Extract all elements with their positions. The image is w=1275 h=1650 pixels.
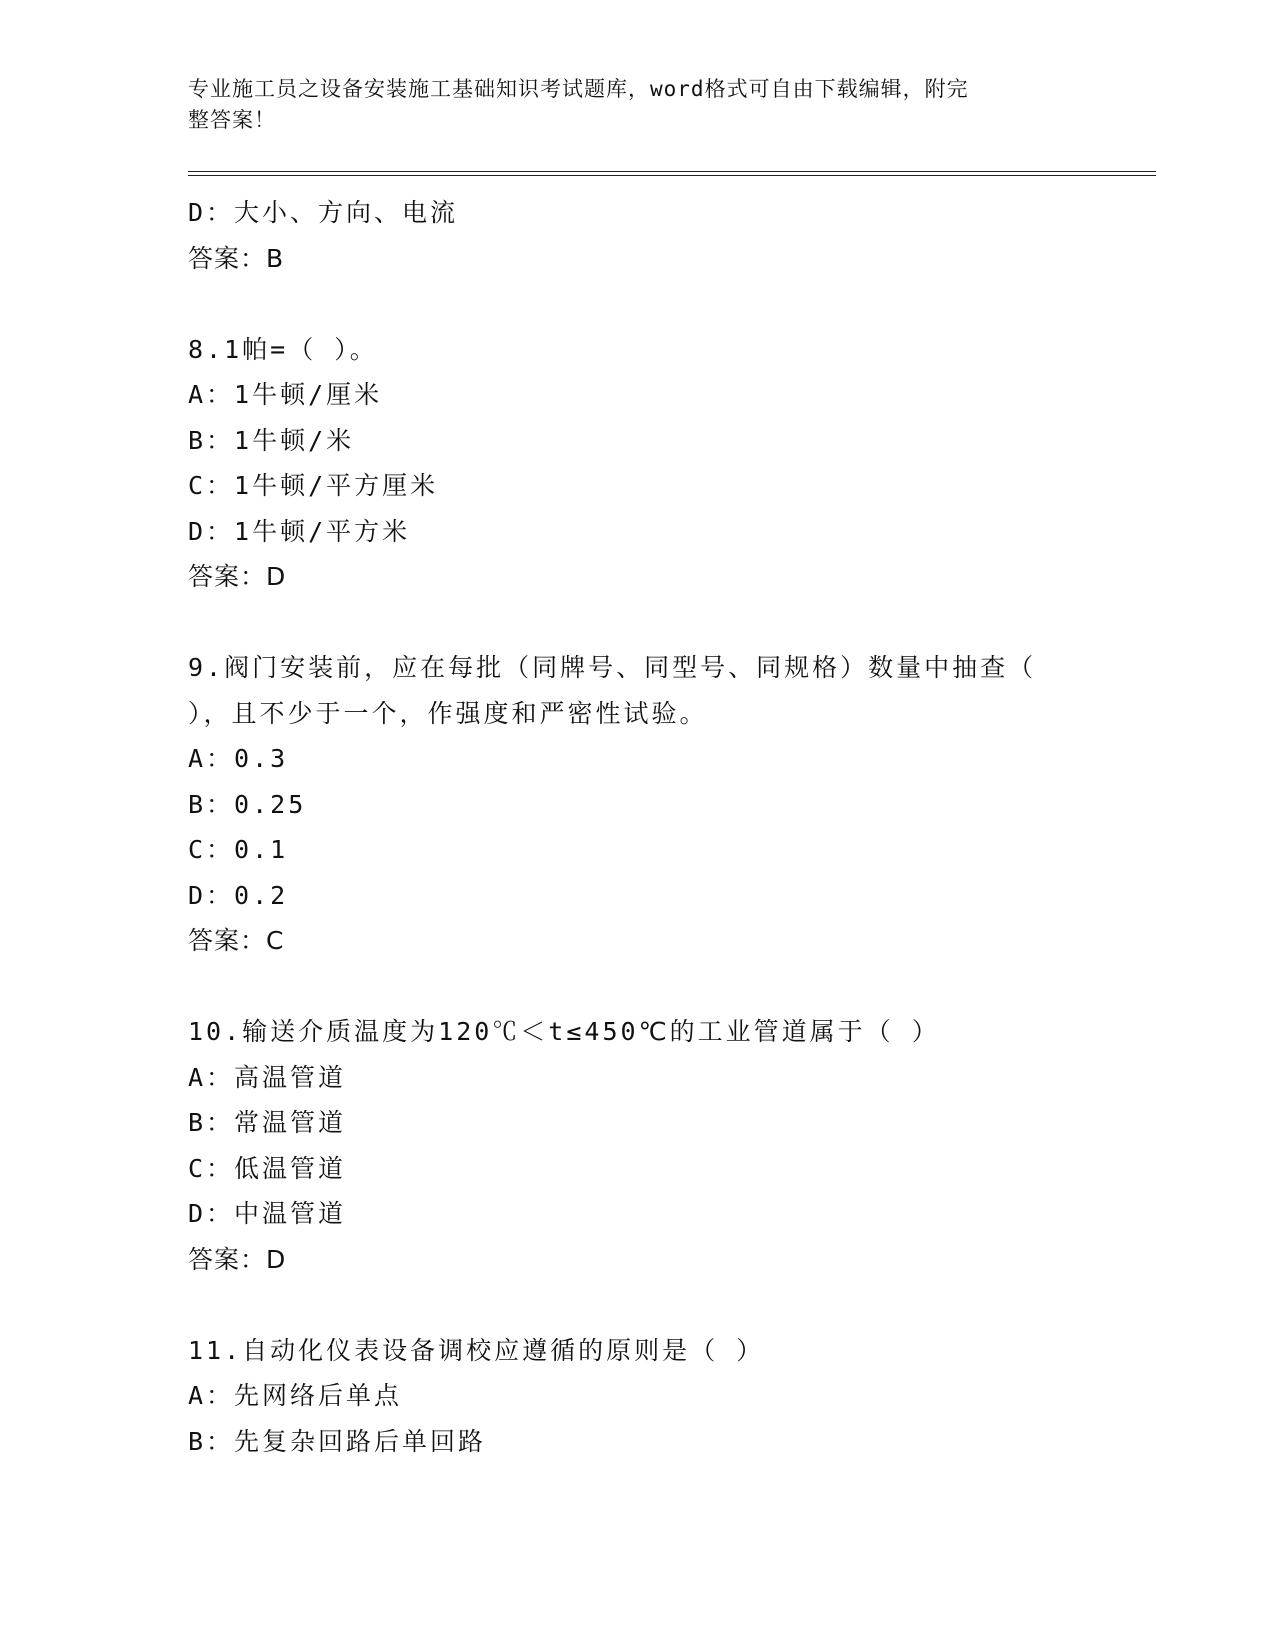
option-item: A：1牛顿/厘米 <box>188 380 383 409</box>
option-item: D：0.2 <box>188 880 289 910</box>
option-item: A：高温管道 <box>188 1062 347 1092</box>
spacer <box>188 600 1088 646</box>
question-text: 11.自动化仪表设备调校应遵循的原则是（ ） <box>188 1335 765 1365</box>
option-item: C：低温管道 <box>188 1153 347 1183</box>
question-text: 8.1帕=（ ）。 <box>188 334 378 364</box>
question-text: ），且不少于一个，作强度和严密性试验。 <box>188 698 708 728</box>
spacer <box>188 281 1088 327</box>
question-text: 10.输送介质温度为120℃＜t≤450℃的工业管道属于（ ） <box>188 1017 940 1046</box>
answer-line: 答案：D <box>188 562 287 591</box>
option-item: C：0.1 <box>188 835 289 864</box>
question-text: 9.阀门安装前，应在每批（同牌号、同型号、同规格）数量中抽查（ <box>188 653 1037 682</box>
option-item: B：常温管道 <box>188 1108 347 1137</box>
header-title-line-1: 专业施工员之设备安装施工基础知识考试题库，word格式可自由下载编辑，附完 <box>188 77 969 101</box>
option-item: B：先复杂回路后单回路 <box>188 1426 487 1456</box>
option-item: B：1牛顿/米 <box>188 425 355 455</box>
document-header <box>188 74 1088 136</box>
answer-line: 答案：C <box>188 926 285 955</box>
option-item: D：大小、方向、电流 <box>188 198 459 227</box>
header-rule-top <box>188 171 1156 172</box>
answer-line: 答案：B <box>188 243 285 273</box>
spacer <box>188 964 1088 1010</box>
option-item: C：1牛顿/平方厘米 <box>188 471 439 500</box>
spacer <box>188 1282 1088 1328</box>
option-item: B：0.25 <box>188 789 307 819</box>
option-item: D：中温管道 <box>188 1199 347 1228</box>
header-rule-bottom <box>188 175 1156 176</box>
question-list <box>188 190 1088 1464</box>
option-item: A：0.3 <box>188 744 289 773</box>
option-item: D：1牛顿/平方米 <box>188 516 411 546</box>
answer-line: 答案：D <box>188 1244 287 1274</box>
header-title-line-2: 整答案！ <box>188 108 276 132</box>
option-item: A：先网络后单点 <box>188 1381 403 1410</box>
